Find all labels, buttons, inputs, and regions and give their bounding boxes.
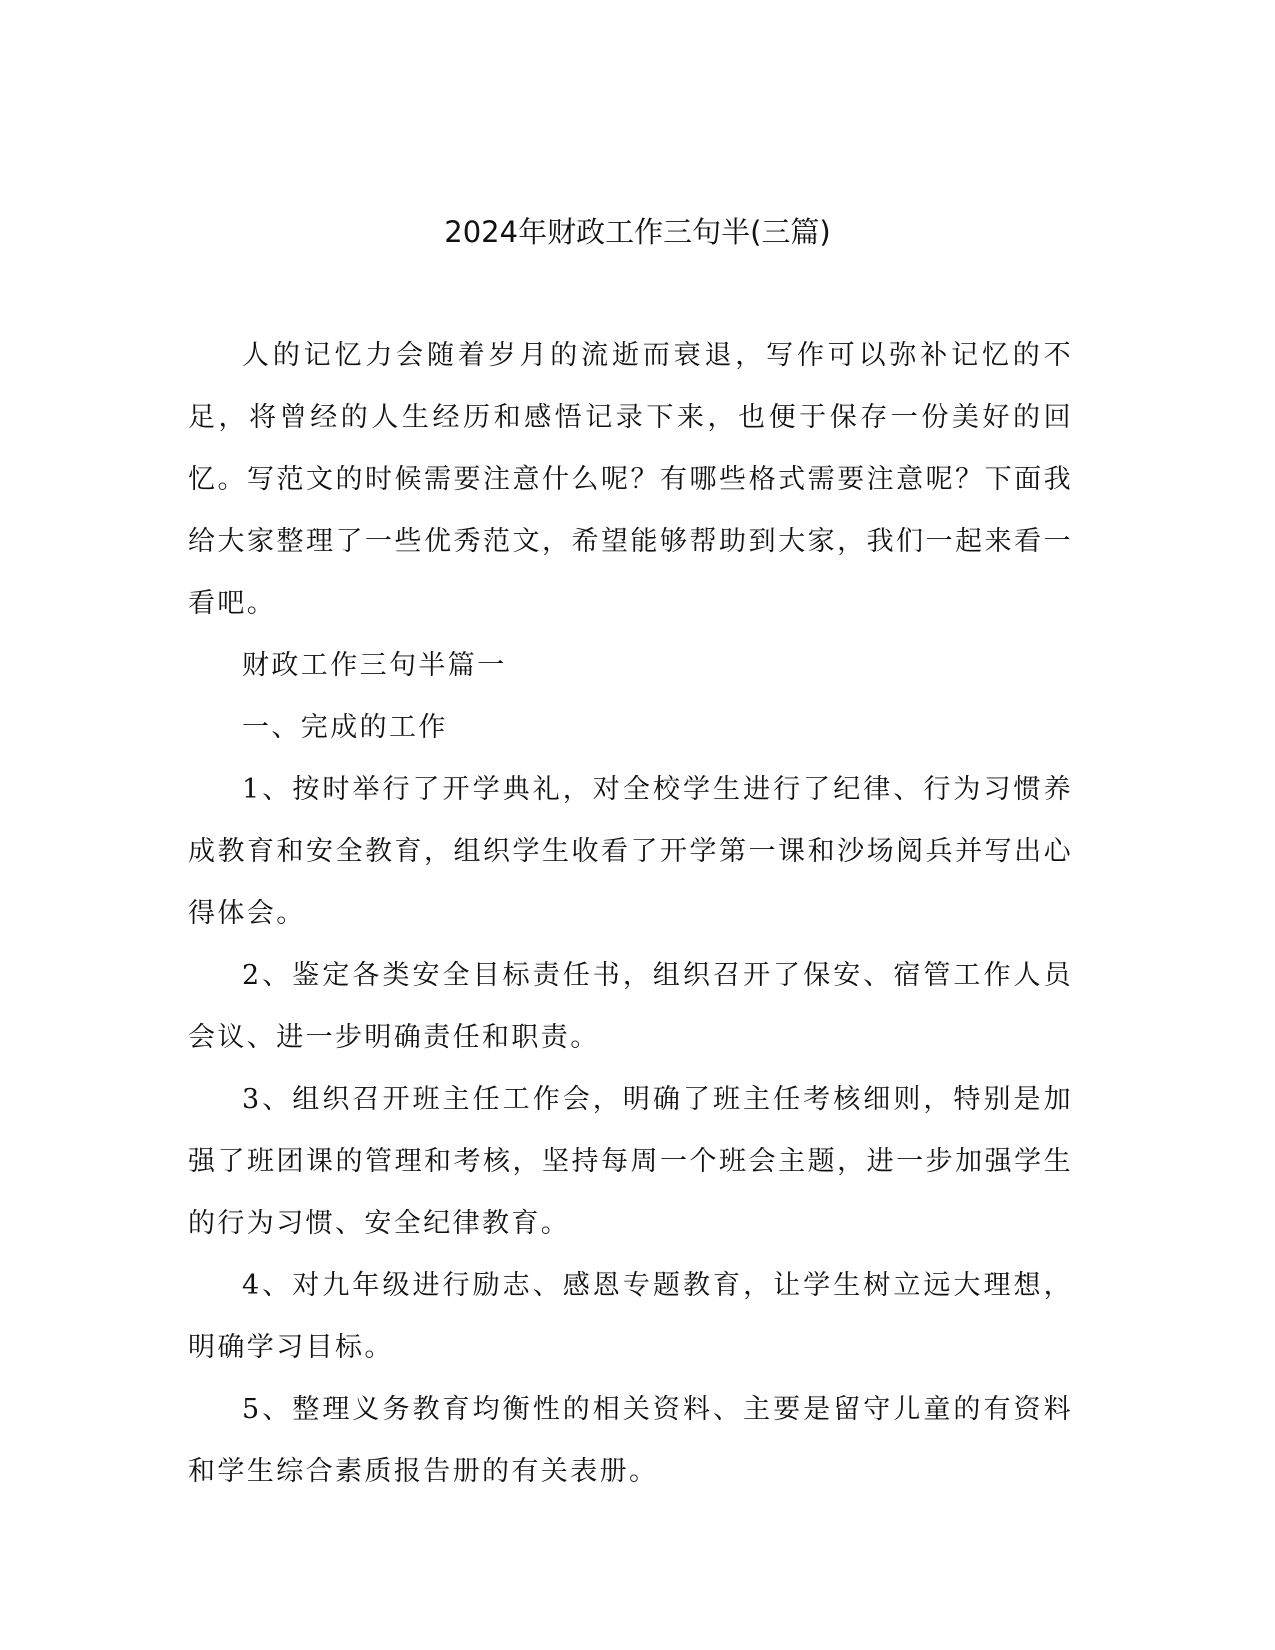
subsection-heading: 一、完成的工作 xyxy=(242,712,448,743)
page-title: 2024年财政工作三句半(三篇) xyxy=(444,215,831,249)
list-item: 4、对九年级进行励志、感恩专题教育，让学生树立远大理想，明确学习目标。 xyxy=(188,1270,1073,1363)
section-heading: 财政工作三句半篇一 xyxy=(242,650,507,681)
list-item: 2、鉴定各类安全目标责任书，组织召开了保安、宿管工作人员会议、进一步明确责任和职责。 xyxy=(188,960,1073,1053)
paragraph-intro: 人的记忆力会随着岁月的流逝而衰退，写作可以弥补记忆的不足，将曾经的人生经历和感悟记录下来，也便于保存一份美好的回忆。写范文的时候需要注意什么呢？有哪些格式需要注意呢？下面我给大家整理了一些优秀范文，希望能够帮助到大家，我们一起来看一看吧。 xyxy=(188,340,1073,619)
list-item: 1、按时举行了开学典礼，对全校学生进行了纪律、行为习惯养成教育和安全教育，组织学生收看了开学第一课和沙场阅兵并写出心得体会。 xyxy=(188,774,1073,929)
list-item: 3、组织召开班主任工作会，明确了班主任考核细则，特别是加强了班团课的管理和考核，坚持每周一个班会主题，进一步加强学生的行为习惯、安全纪律教育。 xyxy=(188,1084,1073,1239)
list-item: 5、整理义务教育均衡性的相关资料、主要是留守儿童的有资料和学生综合素质报告册的有关表册。 xyxy=(188,1394,1073,1487)
document-body xyxy=(188,325,1073,1503)
